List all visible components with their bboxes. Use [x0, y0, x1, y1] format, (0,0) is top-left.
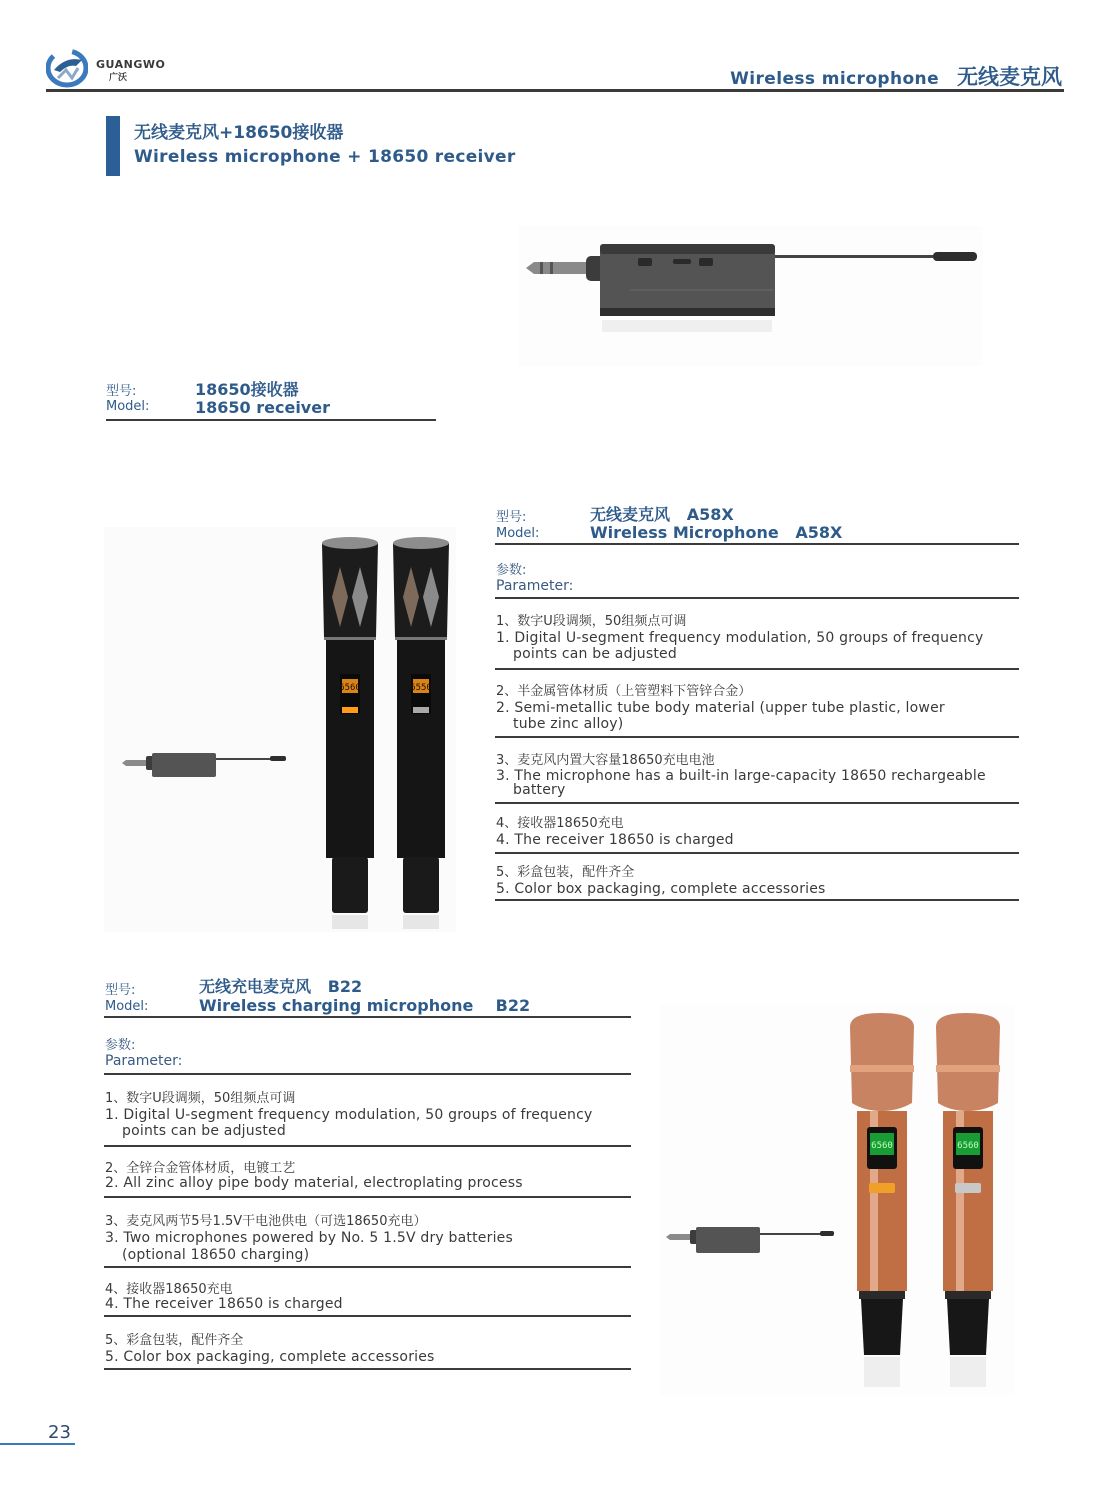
param-en: 5. Color box packaging, complete accessories [105, 1349, 435, 1365]
param-divider [104, 1073, 631, 1075]
a58x-param-item [496, 865, 1020, 897]
param-en: 4. The receiver 18650 is charged [105, 1296, 343, 1312]
b22-receiver-icon [666, 1227, 834, 1253]
b22-model-en: Wireless charging microphone B22 [199, 996, 531, 1015]
b22-product-image [660, 1005, 1015, 1395]
param-en: 4. The receiver 18650 is charged [496, 832, 734, 848]
a58x-model-cn: 无线麦克风 A58X [590, 505, 734, 524]
a58x-param-item [496, 614, 1020, 662]
section-accent-bar [106, 116, 120, 176]
param-label-cn: 参数: [105, 1038, 136, 1053]
b22-param-item [105, 1162, 632, 1190]
param-divider [104, 1266, 631, 1268]
b22-lcd-right: 6560 [957, 1141, 979, 1151]
brand-logo [46, 48, 186, 88]
a58x-illustration [104, 527, 456, 932]
a58x-product-image [104, 527, 456, 932]
b22-param-item [105, 1283, 632, 1311]
param-en: 2. All zinc alloy pipe body material, electroplating process [105, 1175, 523, 1191]
param-divider [104, 1196, 631, 1198]
a58x-mic-left [322, 537, 378, 929]
param-cn: 2、半金属管体材质（上管塑料下管锌合金） [496, 684, 752, 699]
header-divider [46, 89, 1064, 92]
page-number: 23 [48, 1422, 71, 1443]
usb-port-icon [673, 259, 691, 264]
header-title-en: Wireless microphone [730, 69, 939, 89]
b22-illustration [660, 1005, 1015, 1395]
param-divider [104, 1315, 631, 1317]
model-divider [106, 419, 436, 421]
param-divider [495, 899, 1019, 901]
b22-lcd-left: 6560 [871, 1141, 893, 1151]
param-cn: 1、数字U段调频，50组频点可调 [496, 614, 687, 629]
a58x-model-en: Wireless Microphone A58X [590, 523, 843, 542]
b22-param-item [105, 1333, 632, 1365]
param-label-en: Parameter: [105, 1053, 183, 1069]
section-title [134, 121, 516, 169]
param-divider [495, 597, 1019, 599]
model-divider [495, 543, 1019, 545]
brand-name-cn: 广沃 [109, 73, 128, 83]
a58x-lcd-right: 6550 [410, 683, 432, 693]
section-title-en: Wireless microphone + 18650 receiver [134, 147, 516, 167]
receiver-illustration [518, 226, 983, 366]
param-cn: 4、接收器18650充电 [105, 1282, 233, 1297]
param-divider [495, 668, 1019, 670]
a58x-lcd-left: 6560 [339, 683, 361, 693]
a58x-param-item [496, 684, 946, 732]
model-label-cn: 型号: [496, 510, 527, 525]
param-en: 2. Semi-metallic tube body material (upper tube plastic, lower tube zinc alloy) [496, 700, 945, 732]
param-divider [495, 852, 1019, 854]
model-label-cn: 型号: [105, 983, 136, 998]
receiver-button-icon [638, 258, 652, 266]
param-cn: 5、彩盒包装，配件齐全 [496, 865, 635, 880]
receiver-model-en: 18650 receiver [195, 398, 330, 417]
model-label-en: Model: [106, 399, 150, 414]
param-divider [104, 1368, 631, 1370]
page-header-title [730, 61, 1062, 91]
param-en: 3. Two microphones powered by No. 5 1.5V dry batteries (optional 18650 charging) [105, 1230, 513, 1263]
param-cn: 2、全锌合金管体材质，电镀工艺 [105, 1161, 296, 1176]
model-divider [104, 1016, 631, 1018]
param-en: 1. Digital U-segment frequency modulation, 50 groups of frequency points can be adjusted [496, 630, 984, 662]
b22-model-cn: 无线充电麦克风 B22 [199, 977, 363, 996]
param-divider [495, 736, 1019, 738]
b22-param-item [105, 1091, 632, 1139]
receiver-model-cn: 18650接收器 [195, 380, 299, 399]
model-label-cn: 型号: [106, 384, 137, 399]
a58x-receiver-icon [122, 753, 286, 777]
model-label-en: Model: [496, 526, 540, 541]
b22-param-item [105, 1213, 555, 1264]
param-cn: 4、接收器18650充电 [496, 816, 624, 831]
a58x-param-item [496, 753, 1020, 797]
receiver-product-image [518, 226, 983, 366]
param-en: 5. Color box packaging, complete accessories [496, 881, 826, 897]
param-divider [495, 802, 1019, 804]
param-cn: 1、数字U段调频，50组频点可调 [105, 1091, 296, 1106]
param-en: 1. Digital U-segment frequency modulation, 50 groups of frequency points can be adjusted [105, 1107, 593, 1139]
b22-mic-right [936, 1013, 1000, 1387]
section-title-cn: 无线麦克风+18650接收器 [134, 123, 344, 143]
receiver-button-icon [699, 258, 713, 266]
b22-mic-left [850, 1013, 914, 1387]
param-en: 3. The microphone has a built-in large-capacity 18650 rechargeable battery [496, 768, 986, 798]
brand-name: GUANGWO [96, 58, 166, 71]
param-cn: 5、彩盒包装，配件齐全 [105, 1333, 244, 1348]
guangwo-logo-icon [46, 48, 88, 88]
param-cn: 3、麦克风两节5号1.5V干电池供电（可选18650充电） [105, 1214, 427, 1229]
a58x-param-item [496, 816, 1020, 848]
header-title-cn: 无线麦克风 [957, 65, 1062, 89]
model-label-en: Model: [105, 999, 149, 1014]
param-label-cn: 参数: [496, 563, 527, 578]
page-number-rule [0, 1443, 75, 1445]
param-divider [104, 1145, 631, 1147]
param-cn: 3、麦克风内置大容量18650充电电池 [496, 753, 715, 768]
a58x-mic-right [393, 537, 449, 929]
param-label-en: Parameter: [496, 578, 574, 594]
